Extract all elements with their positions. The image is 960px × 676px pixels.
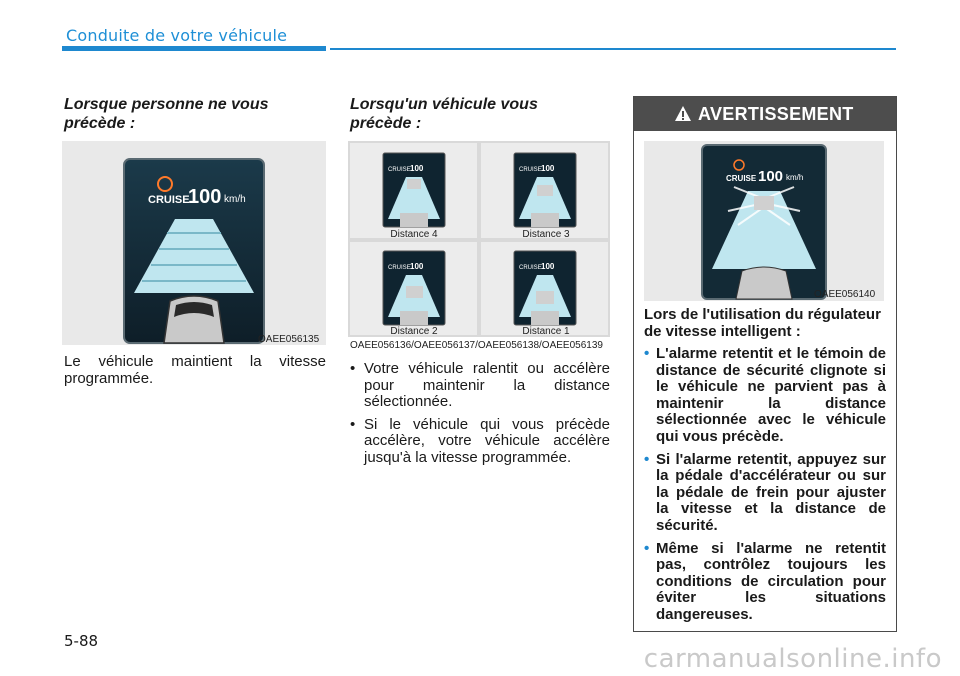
middle-figure-code: OAEE056136/OAEE056137/OAEE056138/OAEE056139 [350,340,603,351]
quad-label-4: Distance 1 [522,326,570,337]
quad-label-1: Distance 4 [390,229,438,240]
left-heading: Lorsque personne ne vous précède : [64,96,269,132]
warning-speed-unit: km/h [786,173,804,182]
left-figure-code: OAEE056135 [258,334,320,345]
svg-text:100: 100 [410,262,424,271]
distance-2-screen [383,251,445,325]
cruise-label: CRUISE [148,194,190,206]
warning-bullet-list [644,346,886,630]
speed-value: 100 [188,186,222,208]
middle-bullet-1: • Votre véhicule ralentit ou accélère pour maintenir la distance sélectionnée. [350,361,610,411]
left-body: Le véhicule maintient la vitesse programmée. [64,353,326,387]
warning-speed: 100 [758,168,784,185]
svg-text:CRUISE: CRUISE [388,265,411,271]
warning-box [633,96,897,632]
warning-bullet-3: • Même si l'alarme ne retentit pas, contrôlez toujours les conditions de circulation pour éviter les situations dangereuses. [644,541,886,624]
quad-label-2: Distance 3 [522,229,570,240]
svg-text:100: 100 [541,164,555,173]
warning-header [634,97,896,131]
warning-triangle-icon [674,105,692,123]
middle-bullet-2: • Si le véhicule qui vous précède accélère, votre véhicule accélère jusqu'à la vitesse programmée. [350,417,610,467]
warning-figure [644,141,884,301]
warning-title: AVERTISSEMENT [698,104,854,124]
warning-bullet-2: • Si l'alarme retentit, appuyez sur la pédale d'accélérateur ou sur la pédale de frein pour ajuster la vitesse et la distance de sécurité. [644,452,886,535]
svg-text:CRUISE: CRUISE [519,167,542,173]
page-number: 5-88 [64,632,99,650]
warning-figure-code: OAEE056140 [814,289,876,300]
warning-intro: Lors de l'utilisation du régulateur de vitesse intelligent : [644,306,881,340]
middle-bullet-list [350,361,610,473]
distance-3-screen [514,153,576,227]
distance-4-screen [383,153,445,227]
warning-cruise-label: CRUISE [726,174,757,183]
cluster-illustration [62,141,326,345]
svg-text:100: 100 [410,164,424,173]
header-rule-thin [330,48,896,50]
svg-text:CRUISE: CRUISE [388,167,411,173]
speed-unit: km/h [224,194,246,205]
middle-heading: Lorsqu'un véhicule vous précède : [350,96,538,132]
svg-text:CRUISE: CRUISE [519,265,542,271]
watermark: carmanualsonline.info [643,644,942,674]
quad-label-3: Distance 2 [390,326,438,337]
header-rule-thick [62,46,326,51]
distance-1-screen [514,251,576,325]
section-title: Conduite de votre véhicule [66,26,288,45]
svg-text:100: 100 [541,262,555,271]
cruise-display-figure [62,141,326,345]
warning-bullet-1: • L'alarme retentit et le témoin de distance de sécurité clignote si le véhicule ne parvient pas à maintenir la distance sélectionnée avec le véhicule qui vous précède. [644,346,886,446]
lead-vehicle [754,196,774,210]
warning-cluster-illustration [644,141,884,301]
